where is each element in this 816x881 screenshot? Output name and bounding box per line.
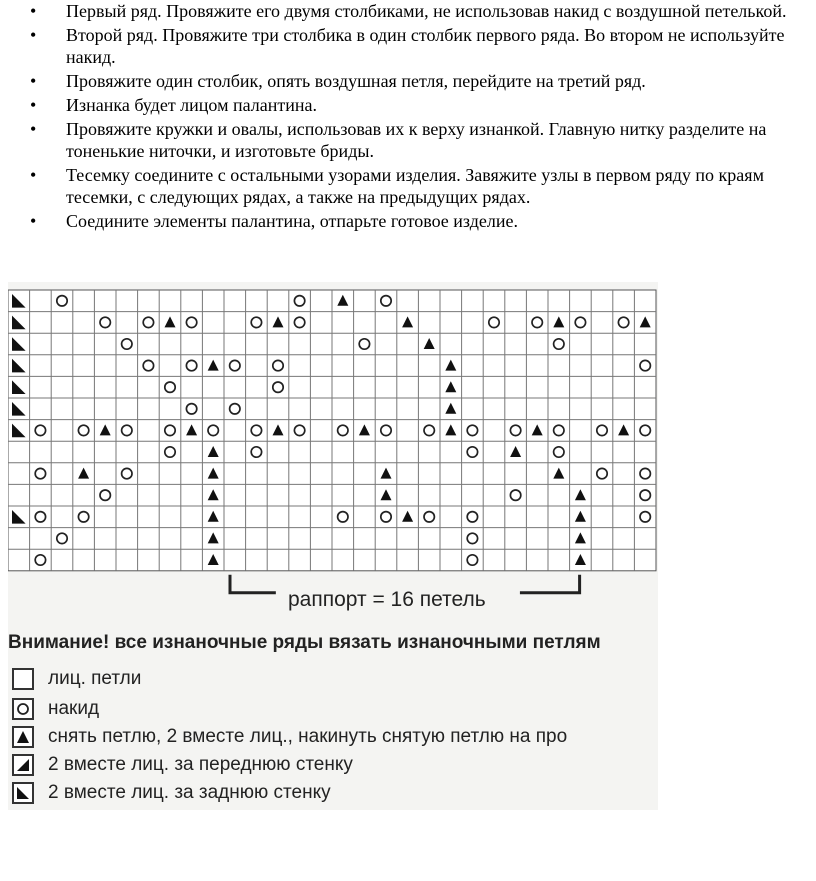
bullet-icon: • [30,211,37,231]
instruction-text: Первый ряд. Провяжите его двумя столбиками, не использовав накид с воздушной петелькой. [66,1,787,21]
instruction-list [0,0,816,234]
instruction-item [0,24,816,68]
instruction-text: Изнанка будет лицом палантина. [66,95,317,115]
legend-note: Внимание! все изнаночные ряды вязать изнаночными петлям [8,632,601,653]
instruction-text: Соедините элементы палантина, отпарьте готовое изделие. [66,211,518,231]
bullet-icon: • [30,95,37,115]
instruction-item [0,70,816,92]
bullet-icon: • [30,25,37,45]
rapport-label: раппорт = 16 петель [288,588,486,611]
instruction-item [0,118,816,162]
instruction-item [0,0,816,22]
knitting-pattern-grid [8,282,658,612]
legend-item [12,780,331,806]
legend-label: снять петлю, 2 вместе лиц., накинуть снятую петлю на про [48,726,568,747]
instruction-item [0,164,816,208]
bullet-icon: • [30,1,37,21]
bullet-icon: • [30,119,37,139]
legend-label: накид [48,698,100,719]
instruction-text: Тесемку соедините с остальными узорами изделия. Завяжите узлы в первом ряду по краям тесемки, с следующих рядах, а также на предыдущих рядах. [66,165,764,207]
legend-item [12,752,353,778]
bullet-icon: • [30,71,37,91]
legend-label: 2 вместе лиц. за заднюю стенку [48,782,331,803]
yarn-over-icon [12,698,34,720]
dec-front-icon [12,754,34,776]
instruction-text: Второй ряд. Провяжите три столбика в один столбик первого ряда. Во втором не используйте накид. [66,25,785,67]
legend-label: лиц. петли [48,668,142,689]
instruction-text: Провяжите кружки и овалы, использовав их к верху изнанкой. Главную нитку разделите на тоненькие ниточки, и изготовьте бриды. [66,119,767,161]
triangle-icon [12,726,34,748]
knitting-chart-figure [8,282,658,810]
instruction-item [0,94,816,116]
empty-box-icon [12,668,34,690]
legend-item [12,724,567,750]
legend-item [12,666,141,692]
instruction-text: Провяжите один столбик, опять воздушная петля, перейдите на третий ряд. [66,71,646,91]
legend-label: 2 вместе лиц. за переднюю стенку [48,754,353,775]
instruction-item [0,210,816,232]
bullet-icon: • [30,165,37,185]
legend-item [12,696,99,722]
dec-back-icon [12,782,34,804]
